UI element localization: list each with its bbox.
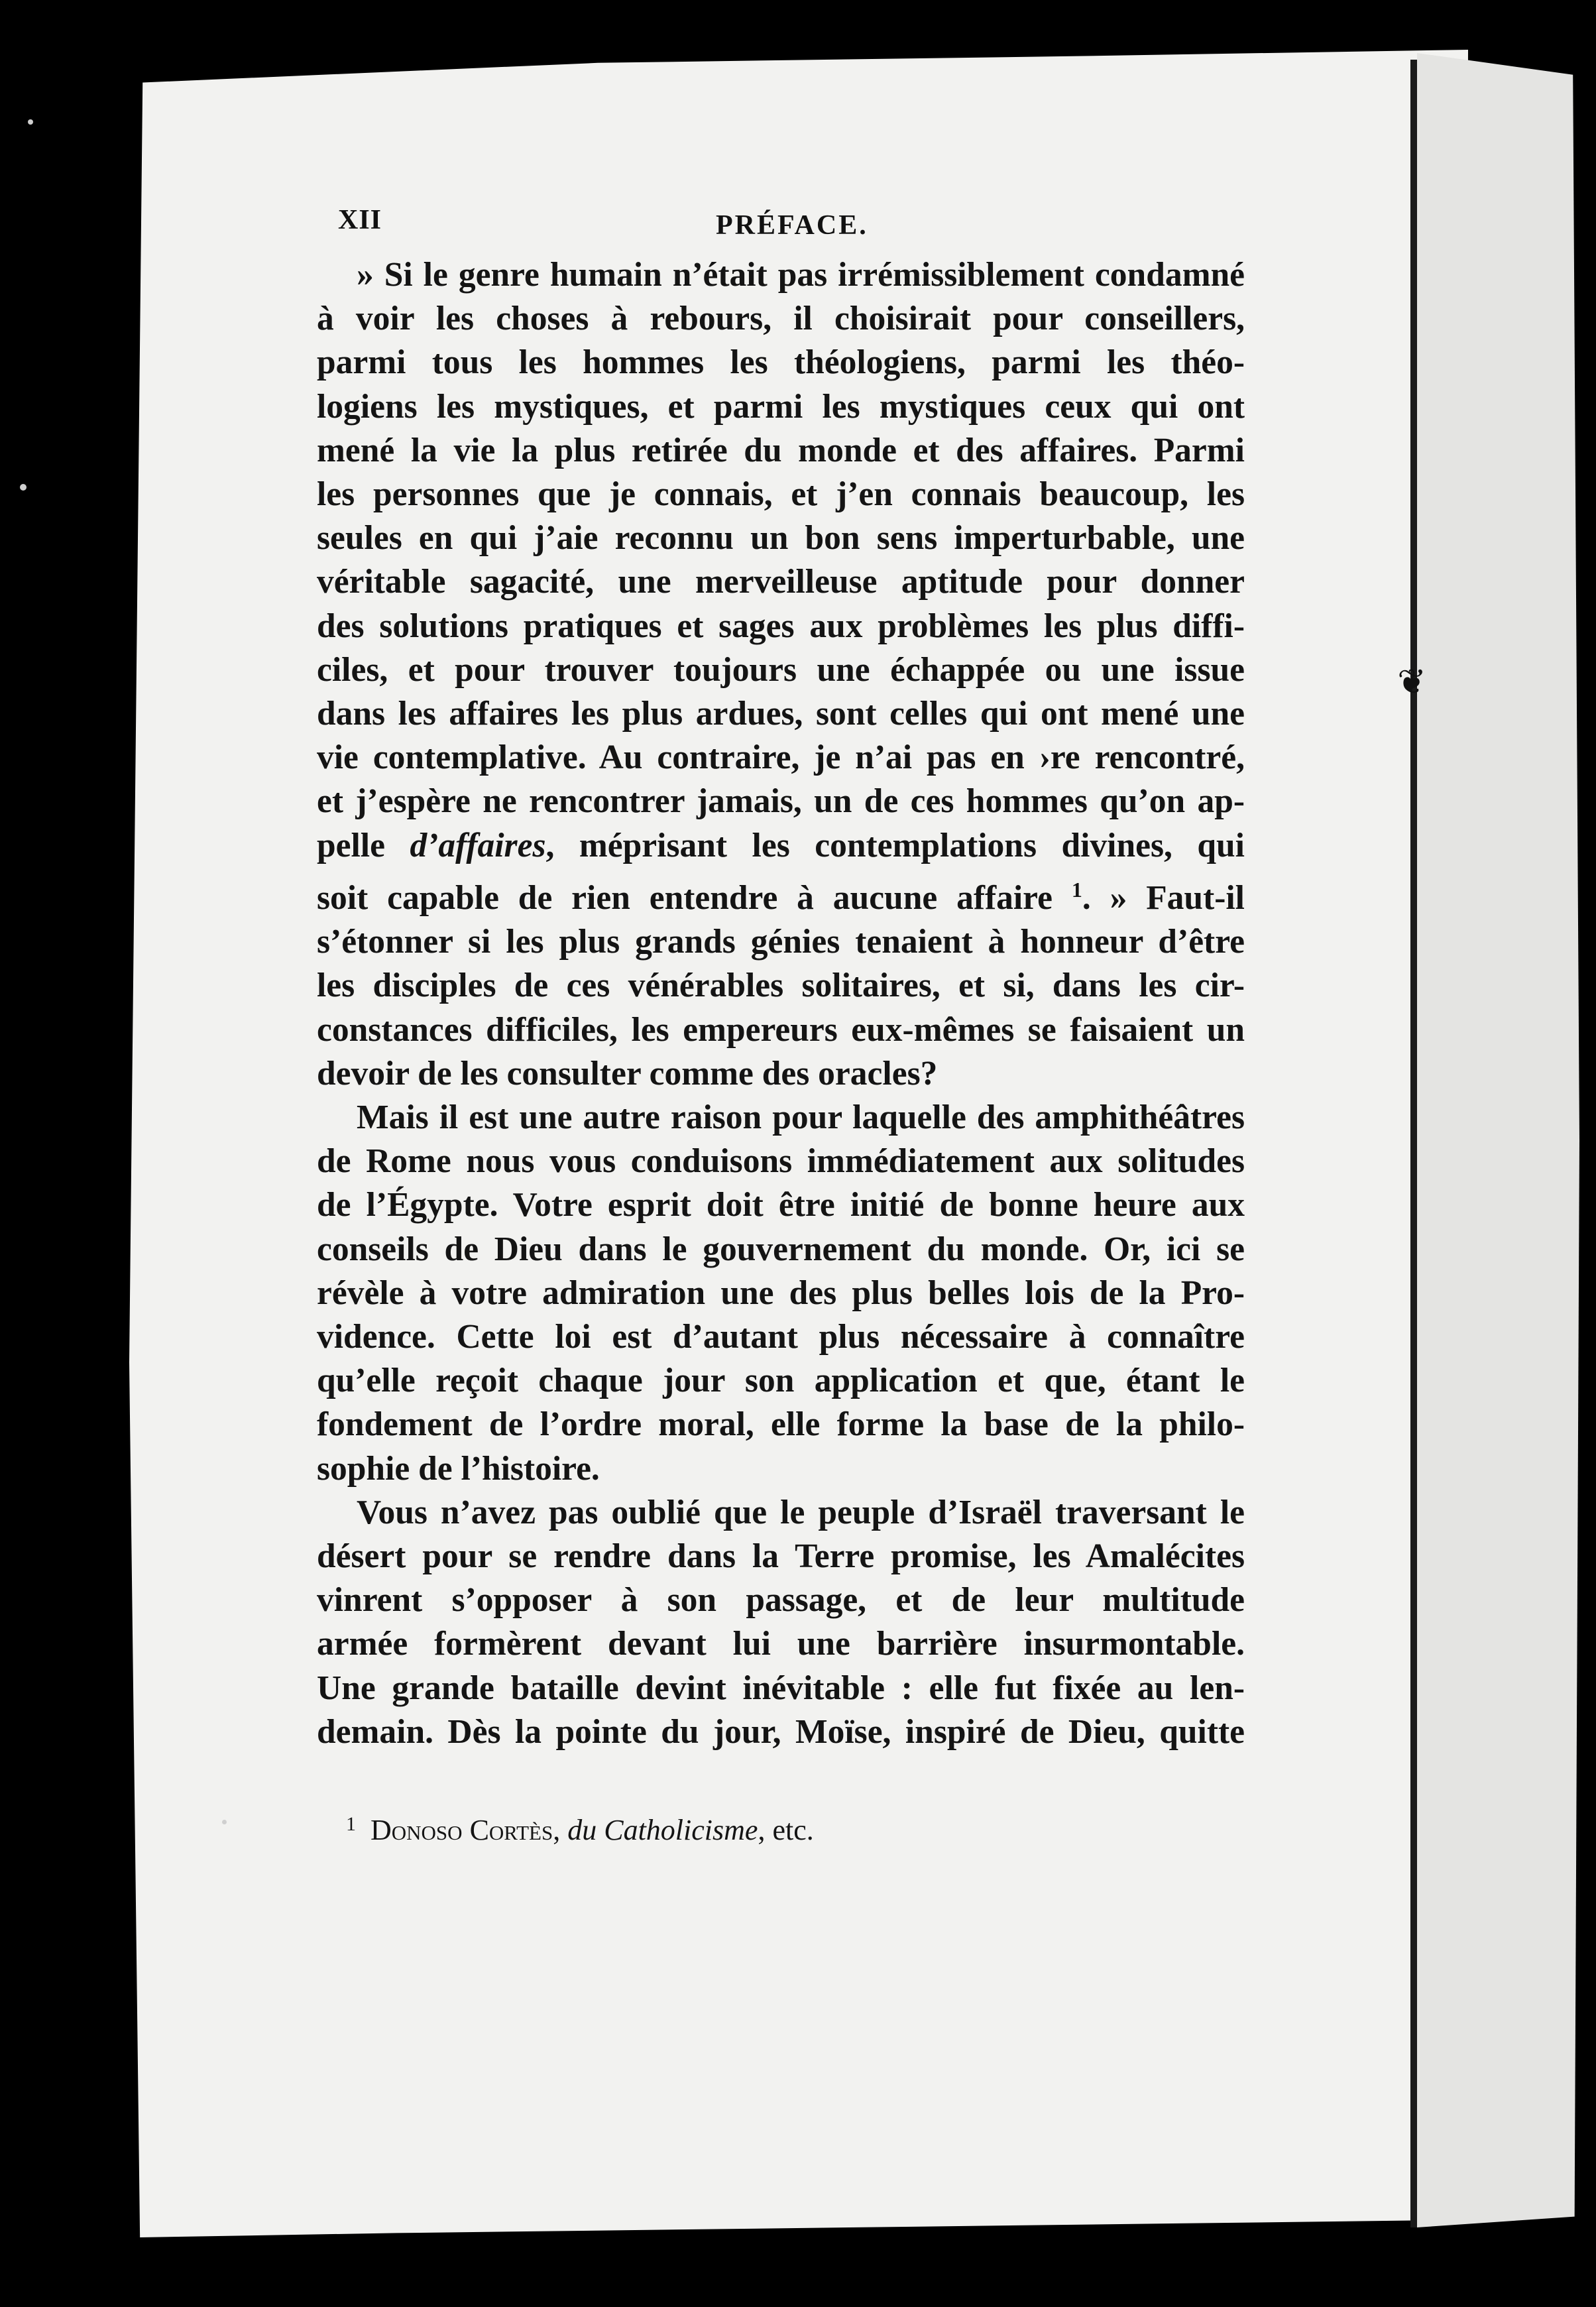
dust-speck [222,1820,227,1824]
gutter-mark-icon: ❦ [1397,664,1426,701]
footnote-suffix: , etc. [758,1814,814,1846]
text-line [317,824,1245,868]
text-run: . » Faut-il [1082,879,1245,917]
page-gutter [1410,60,1417,2227]
body-text [317,253,1245,1754]
dust-speck [28,119,33,125]
footnote-separator: , [553,1814,568,1846]
text-line: les personnes que je connais, et j’en connais beaucoup, les [317,475,1245,514]
text-line: fondement de l’ordre moral, elle forme la base de la philo- [317,1405,1245,1444]
text-line: vinrent s’opposer à son passage, et de leur multitude [317,1581,1245,1620]
text-line: révèle à votre admiration une des plus belles lois de la Pro- [317,1273,1245,1312]
text-run: pelle [317,826,410,864]
text-line: Mais il est une autre raison pour laquelle des amphithéâtres [357,1098,1245,1137]
text-line: des solutions pratiques et sages aux problèmes les plus diffi- [317,607,1245,645]
text-line: Vous n’avez pas oublié que le peuple d’Israël traversant le [357,1493,1245,1531]
text-line: véritable sagacité, une merveilleuse aptitude pour donner [317,563,1245,601]
text-line: de Rome nous vous conduisons immédiatement aux solitudes [317,1142,1245,1181]
text-line: sophie de l’histoire. [317,1449,600,1488]
footnote-marker: 1 [346,1813,356,1835]
text-line: à voir les choses à rebours, il choisirait pour conseillers, [317,300,1245,338]
text-line: et j’espère ne rencontrer jamais, un de ces hommes qu’on ap- [317,782,1245,821]
text-line: mené la vie la plus retirée du monde et des affaires. Parmi [317,431,1245,469]
text-line: vie contemplative. Au contraire, je n’ai pas en ›re rencontré, [317,739,1245,777]
text-line: ciles, et pour trouver toujours une échappée ou une issue [317,650,1245,689]
page-header [338,204,1246,244]
footnote [346,1813,814,1847]
dust-speck [20,484,27,491]
text-line: devoir de les consulter comme des oracles? [317,1054,938,1093]
text-line: dans les affaires les plus ardues, sont celles qui ont mené une [317,695,1245,733]
text-line: armée formèrent devant lui une barrière insurmontable. [317,1625,1245,1663]
text-run: , méprisant les contemplations divines, qui [545,826,1245,864]
text-line: désert pour se rendre dans la Terre promise, les Amalécites [317,1537,1245,1576]
text-line: les disciples de ces vénérables solitaires, et si, dans les cir- [317,967,1245,1005]
page-number: XII [338,205,382,235]
text-line: demain. Dès la pointe du jour, Moïse, inspiré de Dieu, quitte [317,1712,1245,1751]
text-run: soit capable de rien entendre à aucune affaire [317,879,1072,917]
footnote-work: du Catholicisme [567,1814,758,1846]
running-title: PRÉFACE. [716,210,868,241]
facing-page-edge [1417,53,1579,2227]
text-line: » Si le genre humain n’était pas irrémissiblement condamné [357,256,1245,294]
text-line: vidence. Cette loi est d’autant plus nécessaire à connaître [317,1318,1245,1356]
italic-term: d’affaires [410,826,546,864]
text-line: Une grande bataille devint inévitable : elle fut fixée au len- [317,1669,1245,1707]
text-line: constances difficiles, les empereurs eux-mêmes se faisaient un [317,1010,1245,1049]
text-line: seules en qui j’aie reconnu un bon sens imperturbable, une [317,519,1245,558]
footnote-reference: 1 [1071,877,1082,902]
text-line [317,868,1245,920]
text-line: de l’Égypte. Votre esprit doit être initié de bonne heure aux [317,1186,1245,1224]
footnote-author: Donoso Cortès [370,1814,553,1846]
text-line: qu’elle reçoit chaque jour son application et que, étant le [317,1362,1245,1400]
text-line: parmi tous les hommes les théologiens, parmi les théo- [317,343,1245,382]
text-line: s’étonner si les plus grands génies tenaient à honneur d’être [317,923,1245,961]
text-line: logiens les mystiques, et parmi les mystiques ceux qui ont [317,387,1245,426]
text-line: conseils de Dieu dans le gouvernement du monde. Or, ici se [317,1230,1245,1268]
